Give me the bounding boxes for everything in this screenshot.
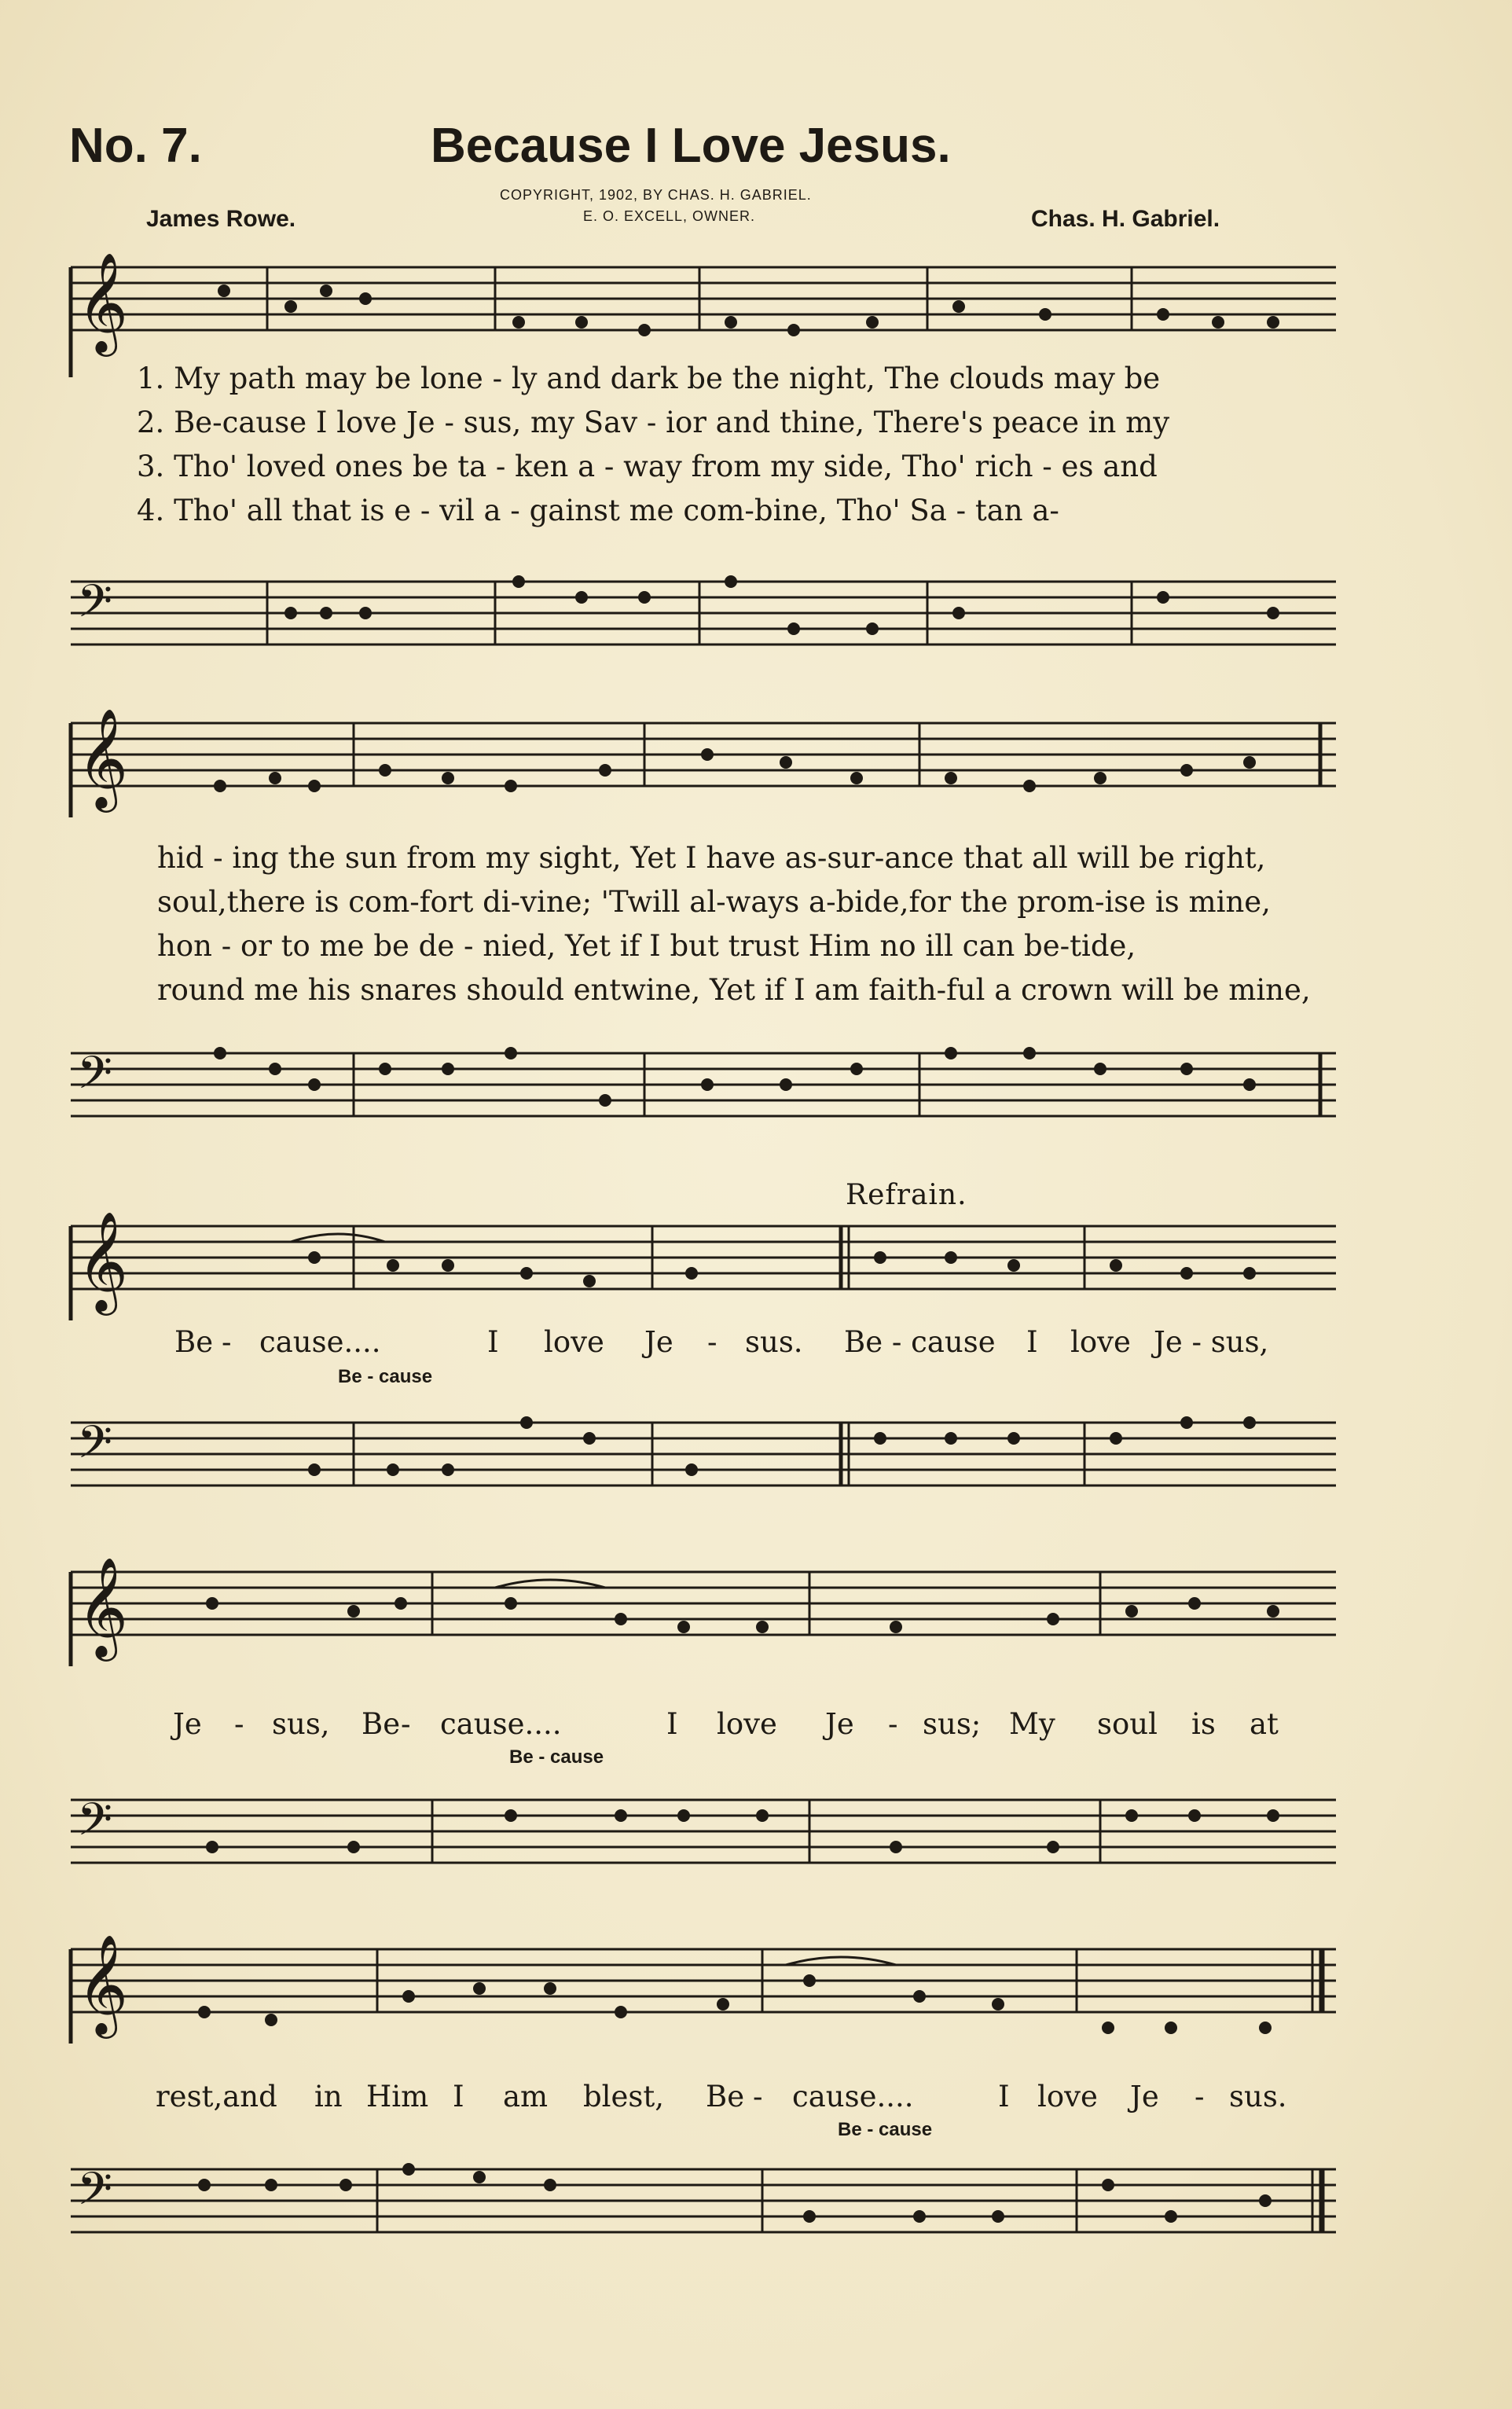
lyric-syllable: Be <box>361 1707 401 1741</box>
bass-staff-notation <box>55 1391 1336 1517</box>
bass-echo-label: Be - cause <box>338 1366 433 1387</box>
lyric-syllable: sus. <box>745 1325 803 1359</box>
lyric-syllable: I <box>998 2080 1010 2113</box>
bass-echo-label: Be - cause <box>509 1746 604 1768</box>
lyric-syllable: sus, <box>272 1707 330 1741</box>
lyric-syllable: I <box>453 2080 464 2113</box>
refrain-lyrics-line-2 <box>55 1707 1336 1742</box>
svg-text:𝄢: 𝄢 <box>77 1793 113 1857</box>
treble-staff <box>55 1195 1336 1320</box>
svg-text:𝄞: 𝄞 <box>77 707 129 808</box>
lyric-syllable: cause.... <box>792 2080 914 2113</box>
bass-staff <box>55 1768 1336 1894</box>
bass-staff <box>55 550 1336 676</box>
svg-text:𝄞: 𝄞 <box>77 252 129 352</box>
svg-text:𝄞: 𝄞 <box>77 1556 129 1657</box>
lyric-syllable: at <box>1250 1707 1279 1741</box>
copyright-notice <box>500 187 924 230</box>
verse-line: soul,there is com-fort di-vine; 'Twill al-ways a-bide,for the prom-ise is mine, <box>157 885 1271 919</box>
treble-staff <box>55 1541 1336 1666</box>
lyric-hyphen: - <box>401 1707 411 1741</box>
svg-text:𝄢: 𝄢 <box>77 575 113 639</box>
lyric-syllable: cause.... <box>259 1325 381 1359</box>
lyric-syllable: am <box>503 2080 549 2113</box>
lyric-hyphen: - <box>222 1325 232 1359</box>
treble-staff <box>55 1918 1336 2044</box>
lyric-hyphen: - <box>888 1707 898 1741</box>
lyric-hyphen: - <box>707 1325 717 1359</box>
lyric-syllable: love <box>1037 2080 1098 2113</box>
lyric-syllable: in <box>314 2080 343 2113</box>
lyric-syllable: Je - sus, <box>1154 1325 1269 1359</box>
svg-text:𝄢: 𝄢 <box>77 2162 113 2227</box>
treble-staff-notation <box>55 1918 1336 2044</box>
bass-staff <box>55 1022 1336 1148</box>
lyric-syllable: Je <box>644 1325 673 1359</box>
svg-text:𝄞: 𝄞 <box>77 1210 129 1311</box>
lyric-syllable: blest, <box>583 2080 665 2113</box>
lyric-syllable: Je <box>173 1707 202 1741</box>
verse-line: 3. Tho' loved ones be ta - ken a - way from my side, Tho' rich - es and <box>137 450 1158 483</box>
treble-staff <box>55 692 1336 817</box>
svg-text:𝄢: 𝄢 <box>77 1046 113 1111</box>
lyric-syllable: Be <box>174 1325 214 1359</box>
lyric-syllable: sus; <box>923 1707 982 1741</box>
bass-staff <box>55 2138 1336 2264</box>
lyric-hyphen: - <box>234 1707 244 1741</box>
verse-line: 1. My path may be lone - ly and dark be the night, The clouds may be <box>137 362 1161 395</box>
copyright-line-1: COPYRIGHT, 1902, BY CHAS. H. GABRIEL. <box>500 187 812 203</box>
bass-staff-notation <box>55 2138 1336 2264</box>
hymn-title: Because I Love Jesus. <box>431 119 951 173</box>
verse-line: hon - or to me be de - nied, Yet if I but trust Him no ill can be-tide, <box>157 929 1136 963</box>
bass-staff-notation <box>55 1768 1336 1894</box>
lyric-syllable: Je <box>825 1707 854 1741</box>
composer-credit: Chas. H. Gabriel. <box>1031 206 1220 232</box>
lyric-syllable: I <box>666 1707 678 1741</box>
lyric-syllable: sus. <box>1229 2080 1287 2113</box>
bass-staff-notation <box>55 1022 1336 1148</box>
lyricist-credit: James Rowe. <box>146 206 296 232</box>
treble-staff-notation <box>55 1195 1336 1320</box>
lyric-syllable: soul <box>1097 1707 1158 1741</box>
lyric-syllable: Be - cause <box>844 1325 996 1359</box>
lyric-hyphen: - <box>753 2080 763 2113</box>
treble-staff <box>55 236 1336 377</box>
lyric-syllable: I <box>487 1325 499 1359</box>
verse-line: round me his snares should entwine, Yet if I am faith-ful a crown will be mine, <box>157 973 1311 1007</box>
copyright-line-2: E. O. EXCELL, OWNER. <box>583 208 756 224</box>
lyric-hyphen: - <box>1195 2080 1205 2113</box>
verse-line: 2. Be-cause I love Je - sus, my Sav - ior and thine, There's peace in my <box>137 406 1170 439</box>
svg-text:𝄢: 𝄢 <box>77 1416 113 1480</box>
lyric-syllable: Him <box>366 2080 429 2113</box>
svg-text:𝄞: 𝄞 <box>77 1933 129 2034</box>
lyric-syllable: love <box>717 1707 777 1741</box>
lyric-syllable: Be <box>706 2080 745 2113</box>
refrain-label: Refrain. <box>846 1179 967 1211</box>
bass-staff <box>55 1391 1336 1517</box>
lyric-syllable: My <box>1009 1707 1055 1741</box>
bass-echo-label: Be - cause <box>838 2119 933 2140</box>
lyric-syllable: Je <box>1130 2080 1159 2113</box>
hymn-number: No. 7. <box>69 119 202 173</box>
lyric-syllable: love <box>1070 1325 1131 1359</box>
lyric-syllable: cause.... <box>440 1707 562 1741</box>
treble-staff-notation <box>55 692 1336 817</box>
treble-staff-notation <box>55 1541 1336 1666</box>
lyric-syllable: rest,and <box>156 2080 277 2113</box>
treble-staff-notation <box>55 236 1336 377</box>
refrain-lyrics-line-3 <box>55 2080 1336 2114</box>
refrain-lyrics-line-1 <box>55 1325 1336 1360</box>
lyric-syllable: love <box>544 1325 604 1359</box>
lyric-syllable: is <box>1191 1707 1216 1741</box>
lyric-syllable: I <box>1026 1325 1038 1359</box>
verse-line: hid - ing the sun from my sight, Yet I have as-sur-ance that all will be right, <box>157 841 1266 875</box>
bass-staff-notation <box>55 550 1336 676</box>
verse-line: 4. Tho' all that is e - vil a - gainst me com-bine, Tho' Sa - tan a- <box>137 494 1059 527</box>
